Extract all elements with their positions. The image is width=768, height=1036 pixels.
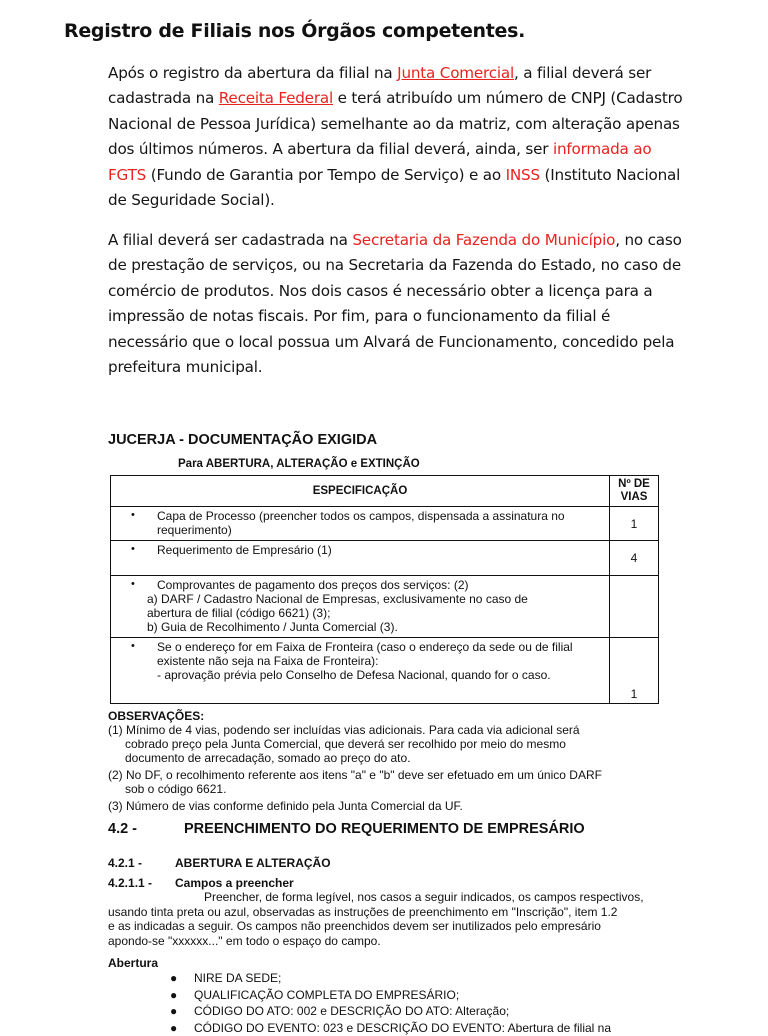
obs-line: (1) Mínimo de 4 vias, podendo ser incluídas vias adicionais. Para cada via adicional será [108, 723, 580, 737]
observacao-item [108, 723, 668, 765]
table-row [111, 541, 659, 576]
obs-line: documento de arrecadação, somado ao preço do ato. [125, 751, 411, 765]
row-text: Comprovantes de pagamento dos preços dos serviços: (2) [157, 578, 469, 592]
paragraph-text: Após o registro da abertura da filial na [108, 64, 397, 82]
row-subtext: b) Guia de Recolhimento / Junta Comercial (3). [147, 620, 398, 634]
documentation-table [110, 475, 659, 704]
section-number: 4.2.1 - [108, 856, 175, 870]
table-cell-spec [111, 541, 610, 576]
instructions-line: usando tinta preta ou azul, observadas as instruções de preenchimento em "Inscrição", item 1.2 [108, 905, 664, 920]
bullet-icon: • [131, 639, 135, 653]
row-text: requerimento) [157, 523, 232, 537]
table-row [111, 576, 659, 638]
bullet-icon: ● [170, 970, 177, 987]
paragraph-text: (Fundo de Garantia por Tempo de Serviço) e ao [146, 166, 505, 184]
paragraph-text: (Instituto Nacional [540, 166, 680, 184]
table-header-row [111, 476, 659, 507]
row-subtext: a) DARF / Cadastro Nacional de Empresas, exclusivamente no caso de [147, 592, 528, 606]
paragraph-text: de Seguridade Social). [108, 191, 275, 209]
instructions-line: e as indicadas a seguir. Os campos não preenchidos devem ser inutilizados pelo empresário [108, 919, 664, 934]
paragraph-text: de prestação de serviços, ou na Secretaria da Fazenda do Estado, no caso de [108, 256, 681, 274]
column-header-vias [610, 476, 659, 507]
bullet-icon: • [131, 542, 135, 556]
row-text: Capa de Processo (preencher todos os campos, dispensada a assinatura no [157, 509, 565, 523]
paragraph-text: Nacional de Pessoa Jurídica) semelhante ao da matriz, com alteração apenas [108, 115, 680, 133]
section-heading-4-2 [108, 821, 585, 837]
instructions-line: apondo-se "xxxxxx..." em todo o espaço do campo. [108, 934, 664, 949]
jucerja-subheading: Para ABERTURA, ALTERAÇÃO e EXTINÇÃO [178, 458, 420, 470]
paragraph-text: , a filial deverá ser [514, 64, 651, 82]
obs-line: (2) No DF, o recolhimento referente aos itens "a" e "b" deve ser efetuado em um único DARF [108, 768, 602, 782]
table-cell-vias: 1 [610, 638, 659, 704]
column-header-spec: ESPECIFICAÇÃO [111, 476, 610, 507]
section-heading-4-2-1 [108, 856, 331, 870]
highlighted-term: informada ao [553, 140, 652, 158]
paragraph-text: dos últimos números. A abertura da filial deverá, ainda, ser [108, 140, 553, 158]
paragraph-line [108, 330, 708, 355]
table-cell-spec [111, 507, 610, 541]
obs-line: cobrado preço pela Junta Comercial, que deverá ser recolhido por meio do mesmo [125, 737, 566, 751]
abertura-list [168, 970, 611, 1036]
list-item-text: CÓDIGO DO EVENTO: 023 e DESCRIÇÃO DO EVENTO: Abertura de filial na [194, 1021, 611, 1035]
list-item-text: QUALIFICAÇÃO COMPLETA DO EMPRESÁRIO; [194, 988, 459, 1002]
bullet-icon: ● [170, 987, 177, 1004]
observacoes-heading: OBSERVAÇÕES: [108, 709, 668, 723]
highlighted-term: Junta Comercial [397, 64, 514, 82]
observacao-item [108, 799, 668, 813]
obs-line: sob o código 6621. [125, 782, 226, 796]
paragraph-secretaria [108, 228, 708, 380]
section-title: ABERTURA E ALTERAÇÃO [175, 856, 331, 870]
bullet-icon: • [131, 508, 135, 522]
bullet-icon: ● [170, 1020, 177, 1036]
paragraph-line [108, 112, 708, 137]
table-cell-vias: 4 [610, 541, 659, 576]
observacao-item [108, 768, 668, 796]
highlighted-term: INSS [506, 166, 540, 184]
paragraph-line [108, 355, 708, 380]
table-row [111, 507, 659, 541]
abertura-heading: Abertura [108, 956, 158, 970]
table-cell-spec [111, 638, 610, 704]
paragraph-text: A filial deverá ser cadastrada na [108, 231, 352, 249]
row-text: - aprovação prévia pelo Conselho de Defesa Nacional, quando for o caso. [157, 668, 551, 682]
paragraph-line [108, 304, 708, 329]
paragraph-text: comércio de produtos. Nos dois casos é necessário obter a licença para a [108, 282, 652, 300]
paragraph-line [108, 61, 708, 86]
table-cell-spec [111, 576, 610, 638]
list-item [168, 1003, 611, 1020]
row-subtext: abertura de filial (código 6621) (3); [147, 606, 330, 620]
instructions-line: Preencher, de forma legível, nos casos a seguir indicados, os campos respectivos, [108, 890, 664, 905]
list-item [168, 987, 611, 1004]
paragraph-text: e terá atribuído um número de CNPJ (Cadastro [333, 89, 682, 107]
table-row [111, 638, 659, 704]
list-item [168, 970, 611, 987]
table-cell-vias [610, 576, 659, 638]
section-number: 4.2 - [108, 821, 184, 837]
paragraph-line [108, 188, 708, 213]
vias-header-line1: Nº DE [618, 478, 650, 490]
bullet-icon: ● [170, 1003, 177, 1020]
page-title: Registro de Filiais nos Órgãos competentes. [64, 20, 525, 42]
row-text: Requerimento de Empresário (1) [157, 543, 332, 557]
row-text: Se o endereço for em Faixa de Fronteira (caso o endereço da sede ou de filial [157, 640, 573, 654]
table-cell-vias: 1 [610, 507, 659, 541]
bullet-icon: • [131, 577, 135, 591]
paragraph-line [108, 137, 708, 162]
highlighted-term: Receita Federal [219, 89, 333, 107]
paragraph-line [108, 253, 708, 278]
vias-header-line2: VIAS [621, 491, 648, 503]
highlighted-term: FGTS [108, 166, 146, 184]
paragraph-text: prefeitura municipal. [108, 358, 262, 376]
observacoes-block [108, 709, 668, 813]
highlighted-term: Secretaria da Fazenda do Município [352, 231, 615, 249]
paragraph-text: necessário que o local possua um Alvará de Funcionamento, concedido pela [108, 333, 674, 351]
paragraph-line [108, 163, 708, 188]
paragraph-text: cadastrada na [108, 89, 219, 107]
section-number: 4.2.1.1 - [108, 876, 175, 890]
list-item [168, 1020, 611, 1036]
paragraph-text: impressão de notas fiscais. Por fim, para o funcionamento da filial é [108, 307, 610, 325]
paragraph-line [108, 279, 708, 304]
list-item-text: NIRE DA SEDE; [194, 971, 281, 985]
jucerja-heading: JUCERJA - DOCUMENTAÇÃO EXIGIDA [108, 432, 377, 448]
obs-line: (3) Número de vias conforme definido pela Junta Comercial da UF. [108, 799, 463, 813]
section-title: PREENCHIMENTO DO REQUERIMENTO DE EMPRESÁRIO [184, 821, 585, 837]
section-title: Campos a preencher [175, 876, 294, 890]
paragraph-line [108, 228, 708, 253]
list-item-text: CÓDIGO DO ATO: 002 e DESCRIÇÃO DO ATO: Alteração; [194, 1004, 509, 1018]
instructions-paragraph [108, 890, 664, 948]
row-text: existente não seja na Faixa de Fronteira): [157, 654, 378, 668]
paragraph-line [108, 86, 708, 111]
section-heading-4-2-1-1 [108, 876, 294, 890]
paragraph-text: , no caso [615, 231, 681, 249]
paragraph-registro [108, 61, 708, 213]
